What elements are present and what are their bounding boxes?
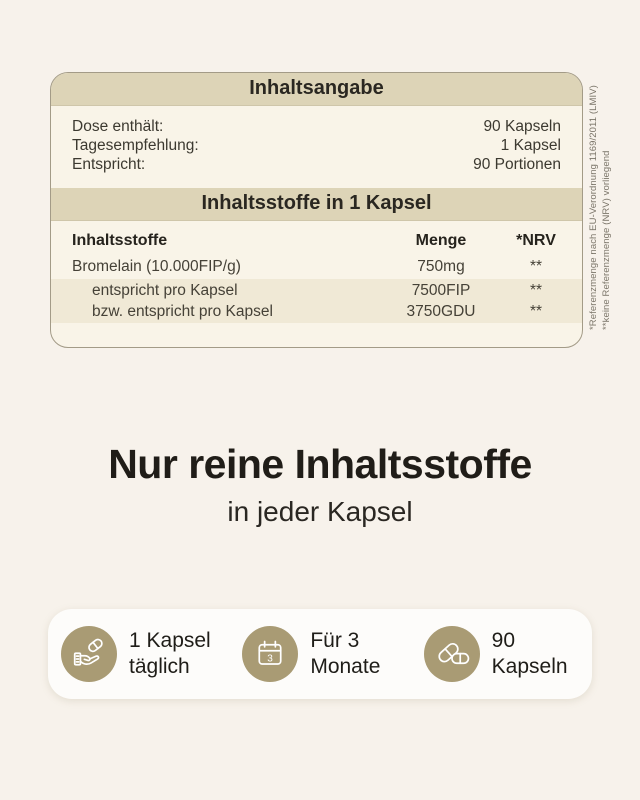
benefit-line: täglich	[129, 655, 190, 678]
card-title: Inhaltsangabe	[51, 73, 582, 106]
ingredient-nrv: **	[529, 258, 543, 275]
table-row	[72, 301, 561, 322]
page-title: Nur reine Inhaltsstoffe	[108, 441, 532, 487]
col-header-menge: Menge	[415, 232, 467, 249]
page-subtitle: in jeder Kapsel	[227, 496, 413, 527]
summary-label: Dose enthält:	[72, 118, 164, 135]
table-row	[72, 256, 561, 279]
ingredients-table	[51, 221, 582, 323]
benefit-label	[492, 628, 568, 680]
table-header-row	[72, 230, 561, 256]
benefit-label	[310, 628, 380, 680]
summary-label: Entspricht:	[72, 156, 146, 173]
summary-value: 90 Portionen	[473, 156, 561, 173]
summary-label: Tagesempfehlung:	[72, 137, 199, 154]
summary-row	[72, 136, 561, 155]
supplement-facts-card	[50, 72, 583, 348]
headline-block	[0, 441, 640, 528]
section-title: Inhaltsstoffe in 1 Kapsel	[51, 188, 582, 221]
footnote-line: **keine Referenzmenge (NRV) vorliegend	[600, 150, 612, 330]
ingredient-amount: 3750GDU	[406, 302, 476, 320]
capsules-icon	[424, 626, 480, 682]
calendar-icon	[242, 626, 298, 682]
ingredient-amount: 750mg	[417, 258, 465, 275]
summary-value: 1 Kapsel	[500, 137, 561, 154]
benefit-daily-dose	[48, 626, 229, 682]
table-striped-block	[51, 279, 582, 323]
summary-row	[72, 155, 561, 174]
summary-row	[72, 117, 561, 136]
benefit-line: Monate	[310, 655, 381, 678]
dose-summary	[51, 106, 582, 174]
ingredient-amount: 7500FIP	[411, 281, 471, 299]
ingredient-name: bzw. entspricht pro Kapsel	[92, 302, 273, 320]
ingredient-name: Bromelain (10.000FIP/g)	[72, 258, 241, 275]
benefit-line: Für 3	[310, 629, 360, 652]
benefit-line: 90	[491, 629, 516, 652]
col-header-name: Inhaltsstoffe	[72, 232, 168, 249]
benefit-line: Kapseln	[491, 655, 568, 678]
summary-value: 90 Kapseln	[483, 118, 561, 135]
benefit-count	[411, 626, 592, 682]
benefits-bar	[48, 609, 592, 699]
benefit-duration	[229, 626, 410, 682]
calendar-number: 3	[267, 653, 274, 665]
ingredient-nrv: **	[529, 281, 543, 299]
hand-capsule-icon	[61, 626, 117, 682]
footnotes-vertical	[588, 72, 613, 330]
ingredient-nrv: **	[529, 302, 543, 320]
benefit-line: 1 Kapsel	[129, 629, 211, 652]
ingredient-name: entspricht pro Kapsel	[92, 281, 238, 299]
table-row	[72, 280, 561, 301]
col-header-nrv: *NRV	[516, 232, 556, 249]
footnote-line: *Referenzmenge nach EU-Verordnung 1169/2011 (LMIV)	[588, 85, 599, 330]
benefit-label	[129, 628, 211, 680]
